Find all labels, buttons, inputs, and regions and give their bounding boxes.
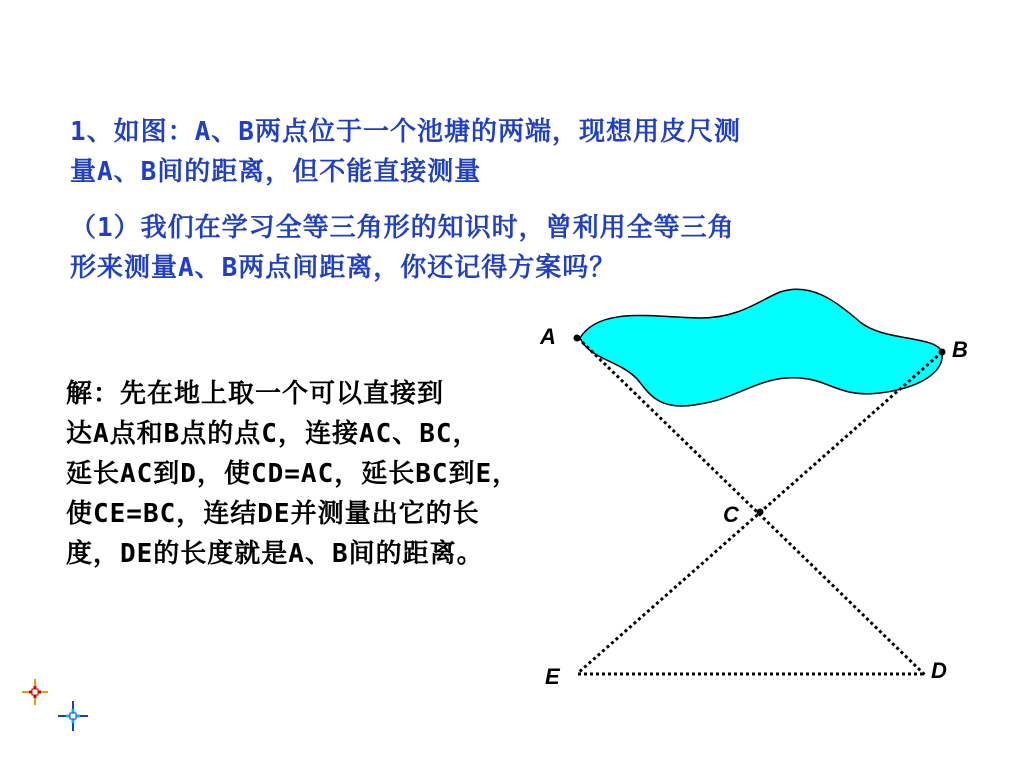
point-a (574, 335, 581, 342)
problem-line-1: 1、如图：A、B两点位于一个池塘的两端，现想用皮尺测 (70, 117, 741, 147)
point-b (939, 349, 946, 356)
problem-line-2: 量A、B间的距离，但不能直接测量 (70, 157, 482, 187)
point-c (757, 509, 764, 516)
label-e: E (545, 664, 560, 689)
solution-line-5: 度，DE的长度就是A、B间的距离。 (66, 539, 484, 569)
solution-line-3: 延长AC到D，使CD=AC，延长BC到E， (66, 459, 520, 489)
pond-shape (580, 289, 942, 406)
solution-line-4: 使CE=BC，连结DE并测量出它的长 (66, 499, 480, 529)
label-b: B (952, 337, 968, 362)
label-c: C (723, 502, 739, 527)
label-d: D (931, 658, 947, 683)
question-1-line-2: 形来测量A、B两点间距离，你还记得方案吗？ (70, 253, 617, 283)
question-1-line-1: （1）我们在学习全等三角形的知识时，曾利用全等三角 (70, 213, 735, 243)
crosshair-icon (22, 679, 48, 705)
crosshair-icon (58, 701, 88, 731)
solution-line-2: 达A点和B点的点C，连接AC、BC， (66, 419, 480, 449)
solution-line-1: 解：先在地上取一个可以直接到 (66, 379, 445, 409)
label-a: A (540, 324, 556, 349)
